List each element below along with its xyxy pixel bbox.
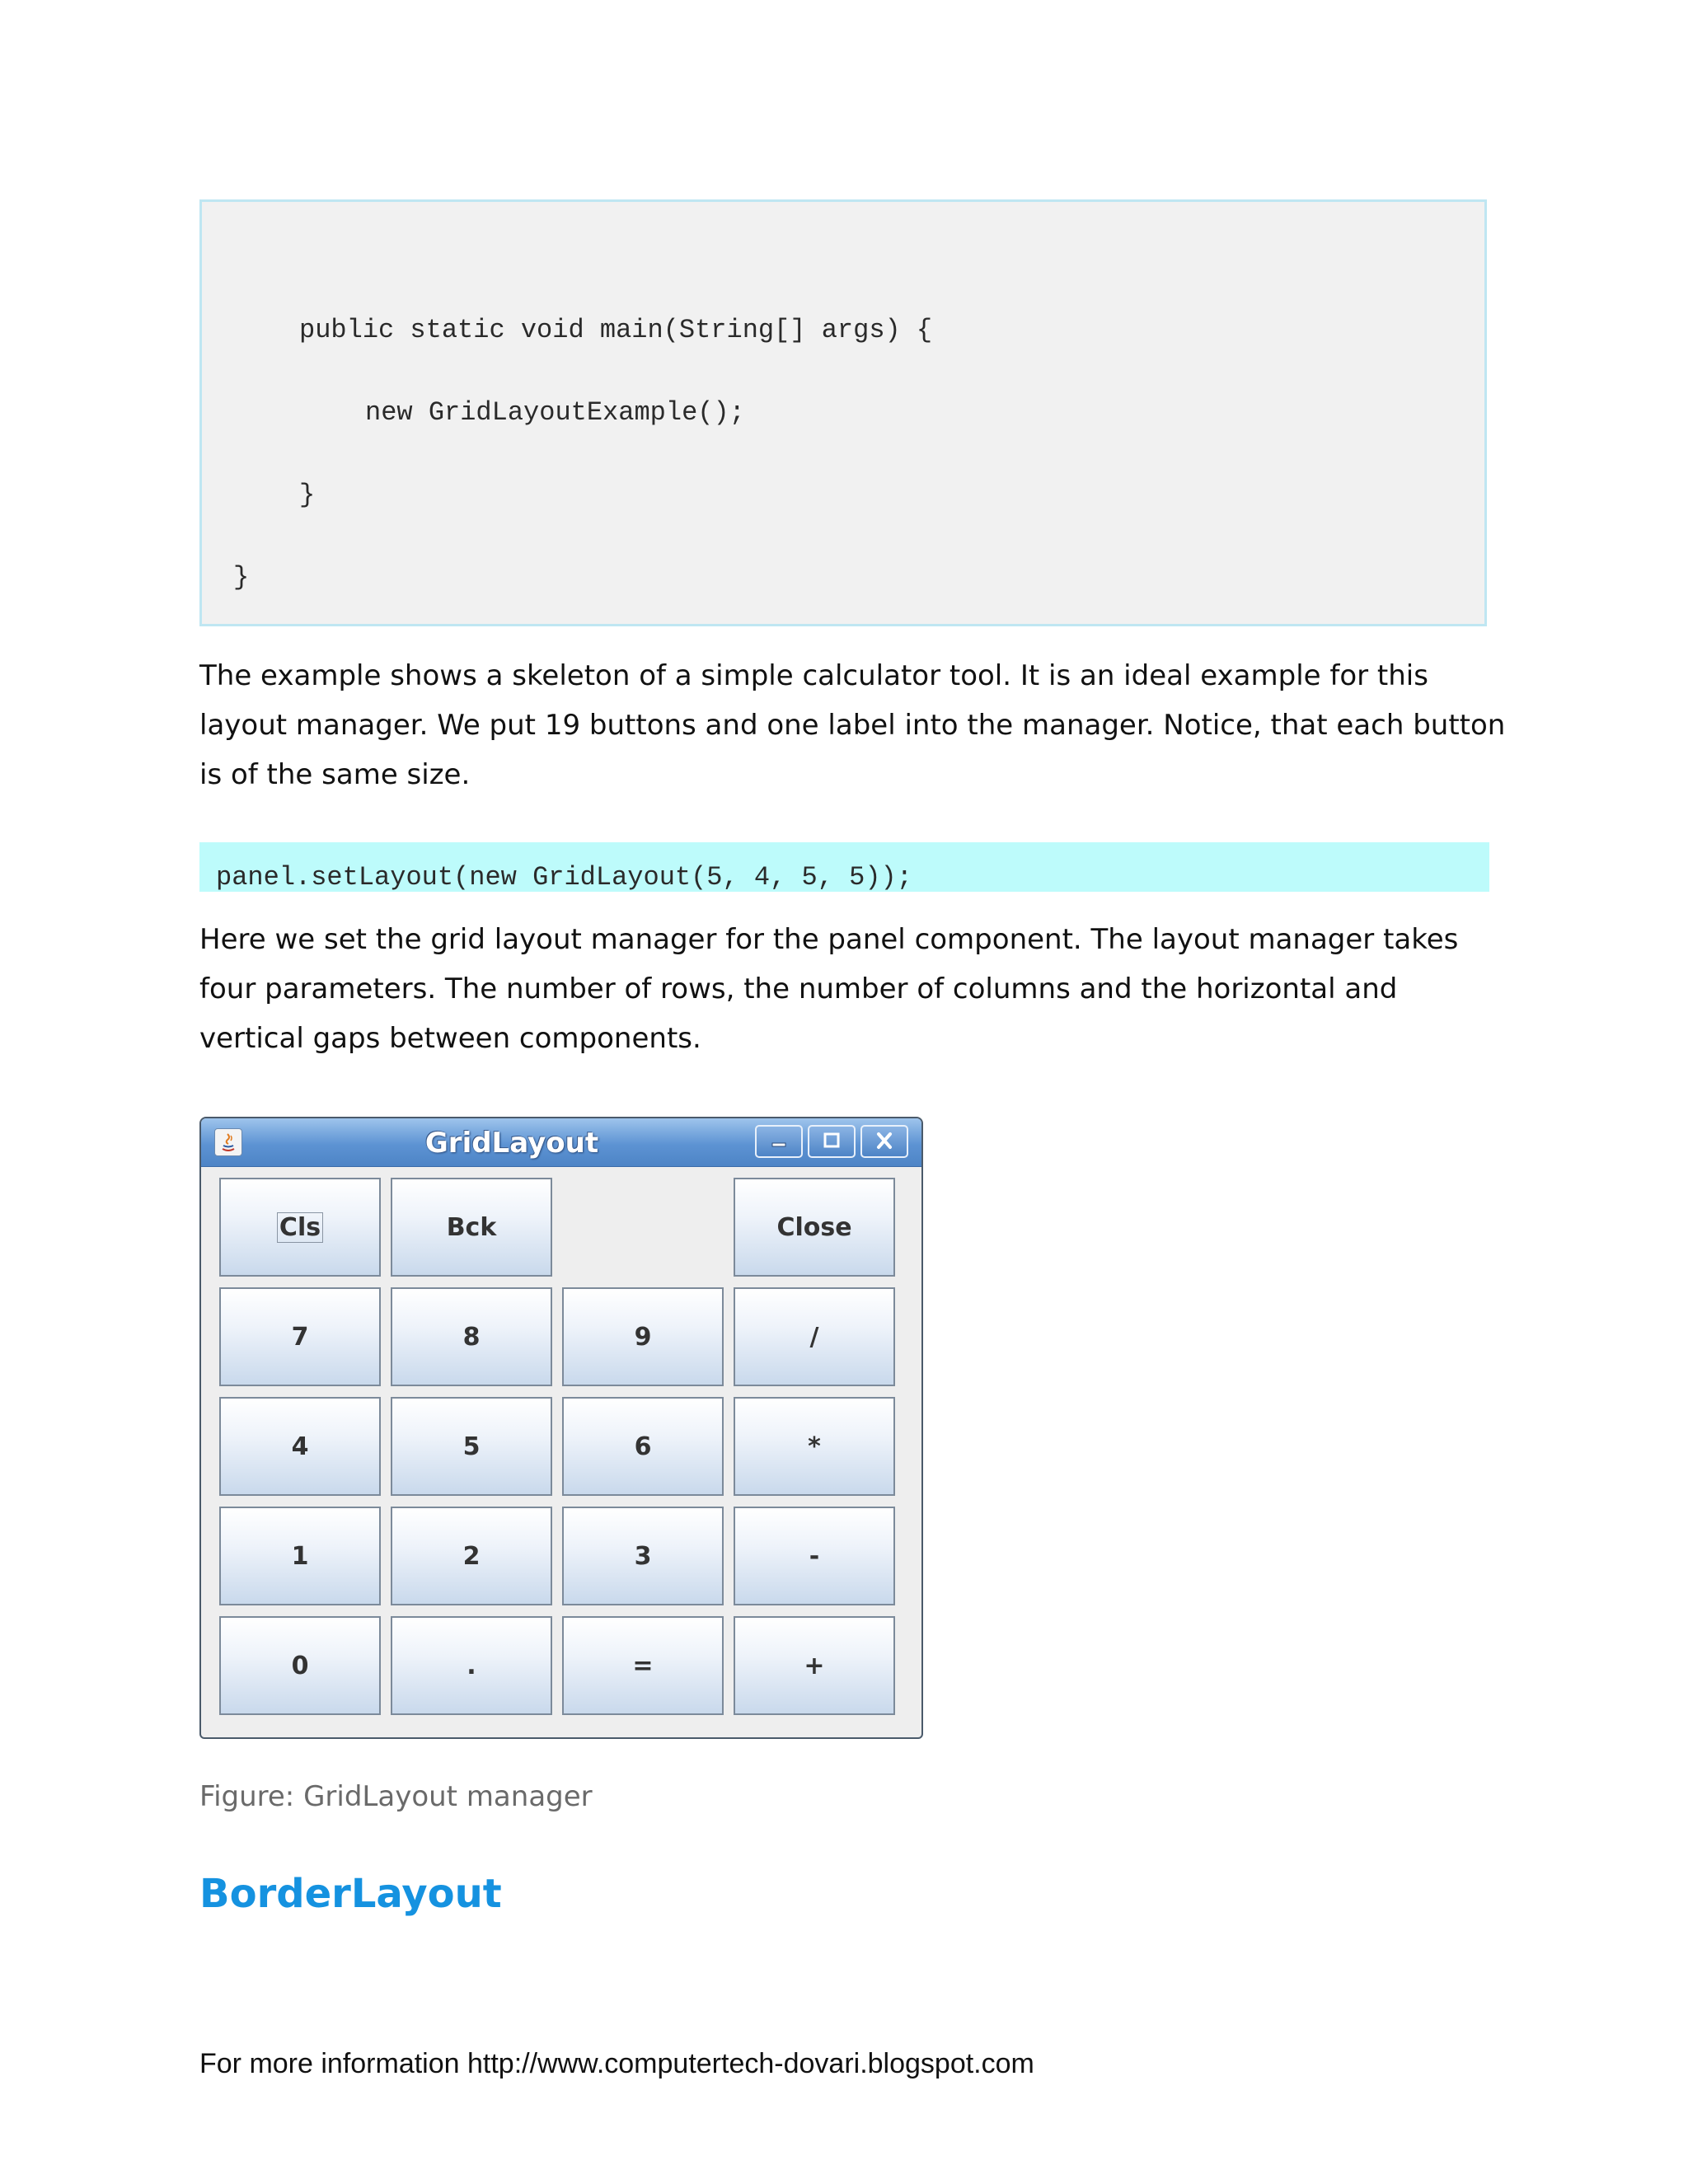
add-button[interactable] xyxy=(734,1616,895,1715)
paragraph-line: The example shows a skeleton of a simple calculator tool. It is an ideal example for this xyxy=(199,659,1428,692)
button-label: Bck xyxy=(446,1212,497,1242)
button-label: . xyxy=(467,1651,476,1680)
code-snippet-text: panel.setLayout(new GridLayout(5, 4, 5, 5)); xyxy=(216,862,912,893)
window-titlebar[interactable] xyxy=(201,1118,921,1167)
button-label: 0 xyxy=(291,1651,309,1680)
button-label: = xyxy=(632,1651,654,1680)
maximize-button[interactable] xyxy=(808,1125,856,1158)
window-title: GridLayout xyxy=(424,1127,599,1160)
button-label: / xyxy=(809,1322,819,1352)
button-label: * xyxy=(808,1432,821,1461)
code-line: public static void main(String[] args) { xyxy=(299,315,933,345)
digit-3-button[interactable] xyxy=(562,1507,724,1605)
digit-5-button[interactable] xyxy=(391,1397,552,1496)
paragraph-line: Here we set the grid layout manager for the panel component. The layout manager takes xyxy=(199,923,1459,956)
digit-0-button[interactable] xyxy=(219,1616,381,1715)
paragraph-line: is of the same size. xyxy=(199,758,471,791)
minimize-button[interactable] xyxy=(755,1125,803,1158)
button-label: 5 xyxy=(462,1432,481,1461)
digit-6-button[interactable] xyxy=(562,1397,724,1496)
button-label: + xyxy=(804,1651,825,1680)
button-label: 2 xyxy=(462,1541,481,1571)
code-line: } xyxy=(233,562,250,593)
button-label: 9 xyxy=(634,1322,652,1352)
gridlayout-window xyxy=(199,1117,923,1739)
bck-button[interactable] xyxy=(391,1178,552,1277)
digit-4-button[interactable] xyxy=(219,1397,381,1496)
button-label: Cls xyxy=(277,1212,323,1243)
button-label: 8 xyxy=(462,1322,481,1352)
button-label: - xyxy=(809,1541,820,1571)
button-label: 1 xyxy=(291,1541,309,1571)
multiply-button[interactable] xyxy=(734,1397,895,1496)
maximize-icon xyxy=(809,1127,854,1156)
section-heading: BorderLayout xyxy=(199,1871,502,1917)
cls-button[interactable] xyxy=(219,1178,381,1277)
button-label: 6 xyxy=(634,1432,652,1461)
button-label: 3 xyxy=(634,1541,652,1571)
close-button[interactable] xyxy=(734,1178,895,1277)
digit-9-button[interactable] xyxy=(562,1287,724,1386)
button-label: Close xyxy=(776,1212,852,1242)
digit-8-button[interactable] xyxy=(391,1287,552,1386)
divide-button[interactable] xyxy=(734,1287,895,1386)
window-close-button[interactable] xyxy=(860,1125,908,1158)
calculator-grid xyxy=(219,1178,897,1713)
paragraph-line: layout manager. We put 19 buttons and one label into the manager. Notice, that each button xyxy=(199,709,1506,742)
code-block xyxy=(199,199,1487,626)
subtract-button[interactable] xyxy=(734,1507,895,1605)
equals-button[interactable] xyxy=(562,1616,724,1715)
code-snippet xyxy=(199,842,1489,892)
paragraph-2 xyxy=(199,915,1489,1063)
minimize-icon xyxy=(757,1127,801,1156)
close-icon xyxy=(862,1127,907,1156)
digit-2-button[interactable] xyxy=(391,1507,552,1605)
digit-1-button[interactable] xyxy=(219,1507,381,1605)
decimal-point-button[interactable] xyxy=(391,1616,552,1715)
button-label: 4 xyxy=(291,1432,309,1461)
paragraph-1 xyxy=(199,651,1506,799)
digit-7-button[interactable] xyxy=(219,1287,381,1386)
display-label xyxy=(562,1178,724,1277)
button-label: 7 xyxy=(291,1322,309,1352)
paragraph-line: four parameters. The number of rows, the number of columns and the horizontal and xyxy=(199,972,1398,1005)
code-line: new GridLayoutExample(); xyxy=(365,397,745,428)
page-footer: For more information http://www.computertech-dovari.blogspot.com xyxy=(199,2048,1034,2079)
code-line: } xyxy=(299,480,316,510)
figure-caption: Figure: GridLayout manager xyxy=(199,1780,593,1813)
paragraph-line: vertical gaps between components. xyxy=(199,1022,701,1055)
